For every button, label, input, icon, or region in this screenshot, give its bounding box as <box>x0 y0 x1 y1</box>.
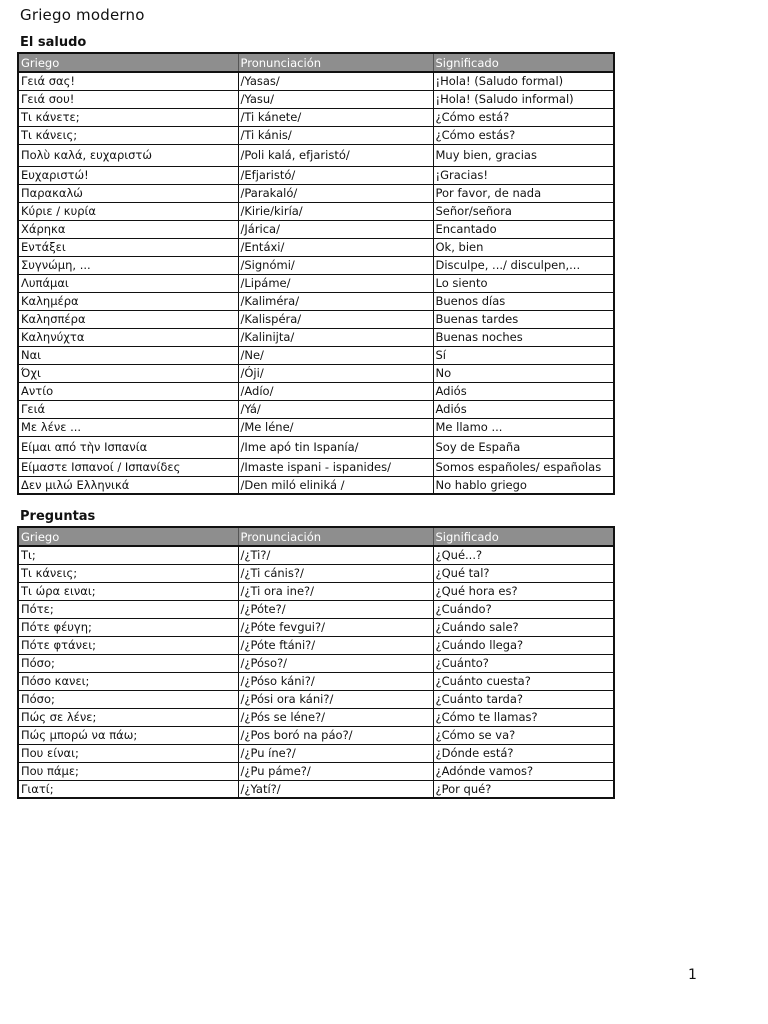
cell-griego: Πώς σε λένε; <box>18 708 238 726</box>
cell-significado: ¿Por qué? <box>433 780 614 798</box>
cell-pronunciacion: /Óji/ <box>238 364 433 382</box>
cell-pronunciacion: /¿Póte?/ <box>238 600 433 618</box>
table-row <box>18 328 614 346</box>
cell-significado: Soy de España <box>433 436 614 458</box>
table-row <box>18 202 614 220</box>
cell-griego: Χάρηκα <box>18 220 238 238</box>
cell-pronunciacion: /Me léne/ <box>238 418 433 436</box>
table-row <box>18 418 614 436</box>
table-row <box>18 220 614 238</box>
cell-significado: ¿Cómo estás? <box>433 126 614 144</box>
cell-significado: ¿Qué...? <box>433 546 614 564</box>
cell-griego: Γειά <box>18 400 238 418</box>
cell-griego: Όχι <box>18 364 238 382</box>
cell-griego: Είμαι από τὴν Ισπανία <box>18 436 238 458</box>
table-row <box>18 672 614 690</box>
cell-pronunciacion: /Ne/ <box>238 346 433 364</box>
cell-significado: ¿Cuánto tarda? <box>433 690 614 708</box>
table-header-row <box>18 527 614 546</box>
cell-significado: Buenas noches <box>433 328 614 346</box>
table-row <box>18 184 614 202</box>
cell-significado: Adiós <box>433 400 614 418</box>
cell-significado: ¡Hola! (Saludo formal) <box>433 72 614 90</box>
cell-griego: Συγνώμη, ... <box>18 256 238 274</box>
page-title: Griego moderno <box>20 6 145 24</box>
table-row <box>18 476 614 494</box>
table-row <box>18 364 614 382</box>
section-title-preguntas: Preguntas <box>20 509 96 524</box>
cell-pronunciacion: /Adío/ <box>238 382 433 400</box>
cell-significado: ¿Adónde vamos? <box>433 762 614 780</box>
cell-pronunciacion: /Den miló eliniká / <box>238 476 433 494</box>
cell-griego: Κύριε / κυρία <box>18 202 238 220</box>
table-row <box>18 690 614 708</box>
cell-significado: Lo siento <box>433 274 614 292</box>
table-row <box>18 546 614 564</box>
header-significado: Significado <box>433 53 614 72</box>
table-header-row <box>18 53 614 72</box>
table-row <box>18 400 614 418</box>
table-row <box>18 72 614 90</box>
cell-pronunciacion: /¿Ti cánis?/ <box>238 564 433 582</box>
saludo-table <box>17 52 615 495</box>
table-row <box>18 654 614 672</box>
cell-griego: Καλησπέρα <box>18 310 238 328</box>
header-pronunciacion: Pronunciación <box>238 53 433 72</box>
table-row <box>18 458 614 476</box>
cell-pronunciacion: /¿Póte ftáni?/ <box>238 636 433 654</box>
cell-significado: ¿Dónde está? <box>433 744 614 762</box>
cell-significado: ¿Cómo se va? <box>433 726 614 744</box>
cell-pronunciacion: /Ti kánis/ <box>238 126 433 144</box>
cell-pronunciacion: /¿Ti ora ine?/ <box>238 582 433 600</box>
cell-significado: Sí <box>433 346 614 364</box>
cell-pronunciacion: /¿Pu íne?/ <box>238 744 433 762</box>
table-row <box>18 636 614 654</box>
table-row <box>18 126 614 144</box>
cell-griego: Εντάξει <box>18 238 238 256</box>
cell-griego: Που πάμε; <box>18 762 238 780</box>
cell-griego: Γειά σας! <box>18 72 238 90</box>
cell-pronunciacion: /Lipáme/ <box>238 274 433 292</box>
cell-griego: Ευχαριστώ! <box>18 166 238 184</box>
cell-pronunciacion: /Kalispéra/ <box>238 310 433 328</box>
cell-griego: Πόσο; <box>18 654 238 672</box>
cell-griego: Πώς μπορώ να πάω; <box>18 726 238 744</box>
cell-griego: Τι ώρα ειναι; <box>18 582 238 600</box>
preguntas-table <box>17 526 615 799</box>
cell-pronunciacion: /¿Póso?/ <box>238 654 433 672</box>
cell-griego: Γιατί; <box>18 780 238 798</box>
cell-significado: Adiós <box>433 382 614 400</box>
cell-significado: Me llamo ... <box>433 418 614 436</box>
table-row <box>18 238 614 256</box>
cell-pronunciacion: /¿Póso káni?/ <box>238 672 433 690</box>
cell-significado: Por favor, de nada <box>433 184 614 202</box>
cell-pronunciacion: /Kirie/kiría/ <box>238 202 433 220</box>
cell-pronunciacion: /Kaliméra/ <box>238 292 433 310</box>
cell-significado: ¿Cuánto cuesta? <box>433 672 614 690</box>
cell-griego: Δεν μιλώ Ελληνικά <box>18 476 238 494</box>
table-row <box>18 564 614 582</box>
table-row <box>18 256 614 274</box>
cell-griego: Είμαστε Ισπανοί / Ισπανίδες <box>18 458 238 476</box>
cell-significado: ¿Qué hora es? <box>433 582 614 600</box>
cell-pronunciacion: /Yá/ <box>238 400 433 418</box>
cell-pronunciacion: /Signómi/ <box>238 256 433 274</box>
cell-significado: ¿Cuánto? <box>433 654 614 672</box>
cell-griego: Πόσο; <box>18 690 238 708</box>
cell-griego: Με λένε ... <box>18 418 238 436</box>
cell-griego: Πότε φέυγη; <box>18 618 238 636</box>
cell-significado: No hablo griego <box>433 476 614 494</box>
table-row <box>18 708 614 726</box>
cell-pronunciacion: /Yasas/ <box>238 72 433 90</box>
table-row <box>18 346 614 364</box>
section-title-saludo: El saludo <box>20 35 87 50</box>
cell-significado: Ok, bien <box>433 238 614 256</box>
table-row <box>18 762 614 780</box>
cell-griego: Ναι <box>18 346 238 364</box>
cell-significado: ¿Cuándo sale? <box>433 618 614 636</box>
table-row <box>18 600 614 618</box>
cell-significado: Somos españoles/ españolas <box>433 458 614 476</box>
cell-significado: ¿Cómo te llamas? <box>433 708 614 726</box>
table-row <box>18 618 614 636</box>
cell-significado: No <box>433 364 614 382</box>
cell-pronunciacion: /¿Pos boró na páo?/ <box>238 726 433 744</box>
cell-significado: ¡Hola! (Saludo informal) <box>433 90 614 108</box>
cell-pronunciacion: /Yasu/ <box>238 90 433 108</box>
cell-pronunciacion: /¿Pós se léne?/ <box>238 708 433 726</box>
table-row <box>18 108 614 126</box>
table-row <box>18 144 614 166</box>
cell-significado: Encantado <box>433 220 614 238</box>
table-row <box>18 726 614 744</box>
cell-significado: ¡Gracias! <box>433 166 614 184</box>
table-row <box>18 274 614 292</box>
header-griego: Griego <box>18 527 238 546</box>
cell-pronunciacion: /¿Yatí?/ <box>238 780 433 798</box>
cell-pronunciacion: /Entáxi/ <box>238 238 433 256</box>
cell-pronunciacion: /¿Ti?/ <box>238 546 433 564</box>
cell-significado: ¿Cuándo? <box>433 600 614 618</box>
cell-griego: Λυπάμαι <box>18 274 238 292</box>
header-griego: Griego <box>18 53 238 72</box>
cell-griego: Παρακαλώ <box>18 184 238 202</box>
cell-pronunciacion: /¿Pu páme?/ <box>238 762 433 780</box>
header-pronunciacion: Pronunciación <box>238 527 433 546</box>
table-row <box>18 90 614 108</box>
cell-griego: Πότε; <box>18 600 238 618</box>
cell-pronunciacion: /¿Pósi ora káni?/ <box>238 690 433 708</box>
cell-significado: Muy bien, gracias <box>433 144 614 166</box>
cell-significado: Señor/señora <box>433 202 614 220</box>
cell-pronunciacion: /Ti kánete/ <box>238 108 433 126</box>
cell-griego: Πόσο κανει; <box>18 672 238 690</box>
table-row <box>18 436 614 458</box>
cell-significado: Disculpe, .../ disculpen,... <box>433 256 614 274</box>
cell-griego: Καληνύχτα <box>18 328 238 346</box>
table-row <box>18 744 614 762</box>
header-significado: Significado <box>433 527 614 546</box>
cell-griego: Γειά σου! <box>18 90 238 108</box>
cell-significado: Buenos días <box>433 292 614 310</box>
cell-pronunciacion: /Poli kalá, efjaristó/ <box>238 144 433 166</box>
cell-griego: Τι κάνεις; <box>18 126 238 144</box>
cell-pronunciacion: /Parakaló/ <box>238 184 433 202</box>
page-number: 1 <box>688 967 697 983</box>
cell-griego: Πολὺ καλά, ευχαριστώ <box>18 144 238 166</box>
cell-griego: Τι κάνεις; <box>18 564 238 582</box>
cell-significado: ¿Cuándo llega? <box>433 636 614 654</box>
cell-pronunciacion: /Kalinijta/ <box>238 328 433 346</box>
cell-griego: Τι κάνετε; <box>18 108 238 126</box>
cell-griego: Τι; <box>18 546 238 564</box>
table-row <box>18 310 614 328</box>
table-row <box>18 582 614 600</box>
cell-pronunciacion: /Imaste ispani - ispanides/ <box>238 458 433 476</box>
table-row <box>18 166 614 184</box>
table-row <box>18 382 614 400</box>
cell-griego: Που είναι; <box>18 744 238 762</box>
table-row <box>18 292 614 310</box>
cell-pronunciacion: /Járica/ <box>238 220 433 238</box>
cell-significado: ¿Qué tal? <box>433 564 614 582</box>
cell-pronunciacion: /Efjaristó/ <box>238 166 433 184</box>
cell-griego: Καλημέρα <box>18 292 238 310</box>
table-row <box>18 780 614 798</box>
cell-griego: Πότε φτάνει; <box>18 636 238 654</box>
cell-griego: Αντίο <box>18 382 238 400</box>
cell-pronunciacion: /¿Póte fevgui?/ <box>238 618 433 636</box>
cell-significado: Buenas tardes <box>433 310 614 328</box>
cell-pronunciacion: /Ime apó tin Ispanía/ <box>238 436 433 458</box>
cell-significado: ¿Cómo está? <box>433 108 614 126</box>
